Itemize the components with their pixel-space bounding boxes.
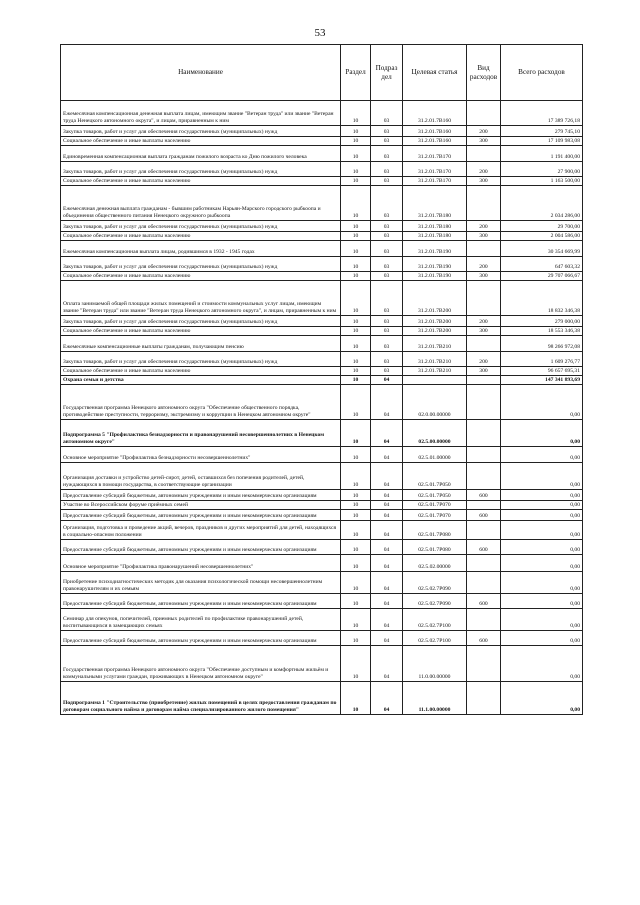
row-kind bbox=[467, 241, 501, 257]
row-subsection: 03 bbox=[371, 162, 403, 177]
header-subsection: Подраз дел bbox=[371, 45, 403, 101]
row-name: Социальное обеспечение и иные выплаты населению bbox=[61, 137, 341, 146]
row-kind: 600 bbox=[467, 490, 501, 501]
row-section: 10 bbox=[341, 555, 371, 572]
row-section: 10 bbox=[341, 316, 371, 327]
row-name: Предоставление субсидий бюджетным, автономным учреждениям и иным некоммерческим организациям bbox=[61, 631, 341, 646]
row-target: 02.5.00.00000 bbox=[403, 420, 467, 447]
row-total: 0,00 bbox=[501, 682, 583, 715]
row-subsection: 03 bbox=[371, 101, 403, 126]
row-subsection: 04 bbox=[371, 385, 403, 420]
table-row bbox=[61, 257, 583, 272]
row-subsection: 04 bbox=[371, 376, 403, 385]
row-target: 31.2.01.7В160 bbox=[403, 126, 467, 137]
row-kind: 600 bbox=[467, 631, 501, 646]
header-target: Целевая статья bbox=[403, 45, 467, 101]
row-subsection: 03 bbox=[371, 352, 403, 367]
row-target: 31.2.01.7В170 bbox=[403, 177, 467, 186]
row-subsection: 04 bbox=[371, 646, 403, 682]
row-subsection: 03 bbox=[371, 232, 403, 241]
row-section: 10 bbox=[341, 101, 371, 126]
table-row bbox=[61, 367, 583, 376]
row-kind bbox=[467, 609, 501, 631]
row-kind: 300 bbox=[467, 272, 501, 281]
row-kind bbox=[467, 101, 501, 126]
row-target: 31.2.01.7В170 bbox=[403, 146, 467, 162]
row-subsection: 04 bbox=[371, 521, 403, 540]
row-subsection: 04 bbox=[371, 463, 403, 490]
row-name: Семинар для опекунов, попечителей, приемных родителей по профилактике правонарушений детей, воспитывающихся в замещающих семьях bbox=[61, 609, 341, 631]
row-section: 10 bbox=[341, 594, 371, 609]
table-row bbox=[61, 385, 583, 420]
table-row bbox=[61, 682, 583, 715]
row-section: 10 bbox=[341, 352, 371, 367]
table-row bbox=[61, 463, 583, 490]
row-section: 10 bbox=[341, 272, 371, 281]
row-kind: 200 bbox=[467, 352, 501, 367]
table-row bbox=[61, 186, 583, 221]
row-target: 31.2.01.7В190 bbox=[403, 257, 467, 272]
row-total: 0,00 bbox=[501, 420, 583, 447]
row-total: 27 900,00 bbox=[501, 162, 583, 177]
row-target: 31.2.01.7В180 bbox=[403, 232, 467, 241]
row-name: Социальное обеспечение и иные выплаты населению bbox=[61, 367, 341, 376]
row-name: Социальное обеспечение и иные выплаты населению bbox=[61, 272, 341, 281]
row-target: 31.2.01.7В200 bbox=[403, 327, 467, 336]
row-kind bbox=[467, 336, 501, 352]
row-target: 31.2.01.7В210 bbox=[403, 336, 467, 352]
row-kind: 300 bbox=[467, 137, 501, 146]
row-kind bbox=[467, 447, 501, 463]
row-kind bbox=[467, 682, 501, 715]
row-subsection: 03 bbox=[371, 137, 403, 146]
row-section: 10 bbox=[341, 221, 371, 232]
table-row bbox=[61, 352, 583, 367]
row-kind: 300 bbox=[467, 327, 501, 336]
row-target: 02.5.01.7Р070 bbox=[403, 510, 467, 521]
row-subsection: 03 bbox=[371, 221, 403, 232]
row-total: 0,00 bbox=[501, 490, 583, 501]
row-total: 0,00 bbox=[501, 447, 583, 463]
row-name: Ежемесячные компенсационные выплаты гражданам, получающим пенсию bbox=[61, 336, 341, 352]
table-header-row bbox=[61, 45, 583, 101]
row-subsection: 03 bbox=[371, 367, 403, 376]
table-row bbox=[61, 241, 583, 257]
row-target: 02.0.00.00000 bbox=[403, 385, 467, 420]
row-section: 10 bbox=[341, 186, 371, 221]
row-section: 10 bbox=[341, 162, 371, 177]
row-name: Организация доставки и устройство детей-сирот, детей, оставшихся без попечения родителей, детей, нуждающихся в помощи государства, в соответствующие организации bbox=[61, 463, 341, 490]
row-subsection: 04 bbox=[371, 572, 403, 594]
row-section: 10 bbox=[341, 241, 371, 257]
row-target: 31.2.01.7В170 bbox=[403, 162, 467, 177]
row-total: 29 707 066,67 bbox=[501, 272, 583, 281]
table-row bbox=[61, 540, 583, 555]
table-row bbox=[61, 137, 583, 146]
row-kind bbox=[467, 420, 501, 447]
row-name: Предоставление субсидий бюджетным, автономным учреждениям и иным некоммерческим организациям bbox=[61, 540, 341, 555]
row-subsection: 04 bbox=[371, 501, 403, 510]
row-name: Основное мероприятие "Профилактика безнадзорности несовершеннолетних" bbox=[61, 447, 341, 463]
row-total: 1 191 400,00 bbox=[501, 146, 583, 162]
row-name: Государственная программа Ненецкого автономного округа "Обеспечение общественного порядка, противодействие преступности, терроризму, экстремизму и коррупции в Ненецком автономном округе" bbox=[61, 385, 341, 420]
table-row bbox=[61, 376, 583, 385]
row-kind bbox=[467, 146, 501, 162]
budget-table bbox=[60, 44, 583, 715]
row-kind: 200 bbox=[467, 221, 501, 232]
row-name: Ежемесячная денежная выплата гражданам - бывшим работникам Нарьян-Марского городского рыбкоопа и объединения общественного питания Ненецкого окружного рыбкоопа bbox=[61, 186, 341, 221]
row-subsection: 03 bbox=[371, 186, 403, 221]
row-total: 647 603,32 bbox=[501, 257, 583, 272]
row-kind bbox=[467, 281, 501, 316]
row-target: 02.5.02.00000 bbox=[403, 555, 467, 572]
table-row bbox=[61, 646, 583, 682]
table-row bbox=[61, 447, 583, 463]
row-total: 0,00 bbox=[501, 540, 583, 555]
row-total: 18 553 346,38 bbox=[501, 327, 583, 336]
row-total: 0,00 bbox=[501, 521, 583, 540]
table-row bbox=[61, 336, 583, 352]
row-target: 31.2.01.7В200 bbox=[403, 316, 467, 327]
row-name: Предоставление субсидий бюджетным, автономным учреждениям и иным некоммерческим организациям bbox=[61, 490, 341, 501]
row-name: Ежемесячная компенсационная денежная выплата лицам, имеющим звание "Ветеран труда" или звание "Ветеран труда Ненецкого автономного округа", и лицам, приравненным к ним bbox=[61, 101, 341, 126]
row-kind bbox=[467, 646, 501, 682]
row-total: 1 609 276,77 bbox=[501, 352, 583, 367]
row-subsection: 03 bbox=[371, 257, 403, 272]
row-name: Закупка товаров, работ и услуг для обеспечения государственных (муниципальных) нужд bbox=[61, 126, 341, 137]
row-section: 10 bbox=[341, 490, 371, 501]
header-kind: Вид расходов bbox=[467, 45, 501, 101]
row-name: Закупка товаров, работ и услуг для обеспечения государственных (муниципальных) нужд bbox=[61, 257, 341, 272]
row-section: 10 bbox=[341, 327, 371, 336]
row-section: 10 bbox=[341, 137, 371, 146]
row-name: Закупка товаров, работ и услуг для обеспечения государственных (муниципальных) нужд bbox=[61, 221, 341, 232]
row-subsection: 03 bbox=[371, 241, 403, 257]
row-subsection: 04 bbox=[371, 510, 403, 521]
row-target: 02.5.01.7Р050 bbox=[403, 463, 467, 490]
row-section: 10 bbox=[341, 232, 371, 241]
row-subsection: 03 bbox=[371, 272, 403, 281]
row-kind: 300 bbox=[467, 232, 501, 241]
row-target: 31.2.01.7В160 bbox=[403, 137, 467, 146]
row-total: 30 354 669,99 bbox=[501, 241, 583, 257]
table-row bbox=[61, 221, 583, 232]
row-target: 31.2.01.7В190 bbox=[403, 272, 467, 281]
row-kind bbox=[467, 501, 501, 510]
table-row bbox=[61, 327, 583, 336]
row-subsection: 04 bbox=[371, 555, 403, 572]
row-section: 10 bbox=[341, 609, 371, 631]
table-row bbox=[61, 146, 583, 162]
row-total: 279 000,00 bbox=[501, 316, 583, 327]
row-name: Ежемесячная компенсационная выплата лицам, родившимся в 1932 - 1945 годах bbox=[61, 241, 341, 257]
row-name: Приобретение психодиагностических методик для оказания психологической помощи несовершеннолетним правонарушителям и их семьям bbox=[61, 572, 341, 594]
row-section: 10 bbox=[341, 376, 371, 385]
table-row bbox=[61, 316, 583, 327]
row-subsection: 03 bbox=[371, 281, 403, 316]
row-total: 1 163 500,00 bbox=[501, 177, 583, 186]
row-section: 10 bbox=[341, 521, 371, 540]
row-total: 0,00 bbox=[501, 609, 583, 631]
row-subsection: 03 bbox=[371, 177, 403, 186]
row-subsection: 04 bbox=[371, 682, 403, 715]
header-name: Наименование bbox=[61, 45, 341, 101]
row-target: 31.2.01.7В190 bbox=[403, 241, 467, 257]
row-subsection: 03 bbox=[371, 316, 403, 327]
row-target bbox=[403, 376, 467, 385]
row-name: Участие во Всероссийском форуме приёмных семей bbox=[61, 501, 341, 510]
row-target: 31.2.01.7В210 bbox=[403, 367, 467, 376]
row-kind: 300 bbox=[467, 177, 501, 186]
row-section: 10 bbox=[341, 126, 371, 137]
row-total: 98 266 972,08 bbox=[501, 336, 583, 352]
row-section: 10 bbox=[341, 631, 371, 646]
row-total: 0,00 bbox=[501, 555, 583, 572]
table-row bbox=[61, 232, 583, 241]
header-total: Всего расходов bbox=[501, 45, 583, 101]
row-kind: 200 bbox=[467, 257, 501, 272]
row-total: 2 034 286,00 bbox=[501, 186, 583, 221]
row-total: 147 341 893,69 bbox=[501, 376, 583, 385]
row-kind: 200 bbox=[467, 126, 501, 137]
row-target: 02.5.01.00000 bbox=[403, 447, 467, 463]
table-row bbox=[61, 572, 583, 594]
table-row bbox=[61, 631, 583, 646]
row-section: 10 bbox=[341, 510, 371, 521]
table-row bbox=[61, 281, 583, 316]
row-section: 10 bbox=[341, 682, 371, 715]
row-total: 17 109 983,08 bbox=[501, 137, 583, 146]
row-total: 0,00 bbox=[501, 594, 583, 609]
row-section: 10 bbox=[341, 540, 371, 555]
row-section: 10 bbox=[341, 336, 371, 352]
row-name: Предоставление субсидий бюджетным, автономным учреждениям и иным некоммерческим организациям bbox=[61, 510, 341, 521]
page-number: 53 bbox=[314, 27, 326, 39]
row-subsection: 03 bbox=[371, 336, 403, 352]
row-name: Социальное обеспечение и иные выплаты населению bbox=[61, 327, 341, 336]
row-subsection: 03 bbox=[371, 327, 403, 336]
table-row bbox=[61, 594, 583, 609]
row-total: 17 389 726,18 bbox=[501, 101, 583, 126]
row-target: 02.5.01.7Р050 bbox=[403, 490, 467, 501]
row-section: 10 bbox=[341, 367, 371, 376]
table-row bbox=[61, 501, 583, 510]
row-section: 10 bbox=[341, 501, 371, 510]
row-kind: 300 bbox=[467, 367, 501, 376]
row-subsection: 04 bbox=[371, 447, 403, 463]
row-name: Подпрограмма 5 "Профилактика безнадзорности и правонарушений несовершеннолетних в Ненецком автономном округе" bbox=[61, 420, 341, 447]
row-target: 02.5.02.7Р090 bbox=[403, 572, 467, 594]
row-subsection: 03 bbox=[371, 146, 403, 162]
row-kind: 200 bbox=[467, 316, 501, 327]
row-name: Основное мероприятие "Профилактика правонарушений несовершеннолетних" bbox=[61, 555, 341, 572]
row-target: 02.5.01.7Р080 bbox=[403, 521, 467, 540]
row-section: 10 bbox=[341, 572, 371, 594]
row-target: 31.2.01.7В200 bbox=[403, 281, 467, 316]
row-total: 29 700,00 bbox=[501, 221, 583, 232]
row-subsection: 04 bbox=[371, 540, 403, 555]
row-total: 0,00 bbox=[501, 572, 583, 594]
row-total: 0,00 bbox=[501, 501, 583, 510]
row-section: 10 bbox=[341, 177, 371, 186]
row-kind: 600 bbox=[467, 540, 501, 555]
table-row bbox=[61, 162, 583, 177]
row-kind bbox=[467, 521, 501, 540]
row-section: 10 bbox=[341, 447, 371, 463]
table-row bbox=[61, 101, 583, 126]
row-target: 31.2.01.7В210 bbox=[403, 352, 467, 367]
row-total: 0,00 bbox=[501, 646, 583, 682]
row-kind: 200 bbox=[467, 162, 501, 177]
row-name: Закупка товаров, работ и услуг для обеспечения государственных (муниципальных) нужд bbox=[61, 162, 341, 177]
row-name: Подпрограмма 1 "Строительство (приобретение) жилых помещений в целях предоставления гражданам по договорам социального найма и договорам найма специализированного жилого помещения" bbox=[61, 682, 341, 715]
row-subsection: 04 bbox=[371, 490, 403, 501]
row-subsection: 04 bbox=[371, 594, 403, 609]
table-row bbox=[61, 555, 583, 572]
row-kind bbox=[467, 555, 501, 572]
row-section: 10 bbox=[341, 281, 371, 316]
row-total: 18 832 346,38 bbox=[501, 281, 583, 316]
table-row bbox=[61, 609, 583, 631]
row-kind bbox=[467, 385, 501, 420]
row-subsection: 04 bbox=[371, 420, 403, 447]
row-total: 2 004 586,00 bbox=[501, 232, 583, 241]
row-name: Государственная программа Ненецкого автономного округа "Обеспечение доступным и комфортным жильём и коммунальными услугами граждан, проживающих в Ненецком автономном округе" bbox=[61, 646, 341, 682]
row-section: 10 bbox=[341, 463, 371, 490]
row-section: 10 bbox=[341, 385, 371, 420]
table-row bbox=[61, 177, 583, 186]
table-row bbox=[61, 510, 583, 521]
row-target: 11.1.00.00000 bbox=[403, 682, 467, 715]
table-row bbox=[61, 521, 583, 540]
row-target: 02.5.02.7Р090 bbox=[403, 594, 467, 609]
row-total: 0,00 bbox=[501, 510, 583, 521]
row-kind bbox=[467, 186, 501, 221]
row-kind bbox=[467, 572, 501, 594]
row-subsection: 03 bbox=[371, 126, 403, 137]
row-total: 0,00 bbox=[501, 631, 583, 646]
table-row bbox=[61, 126, 583, 137]
row-target: 02.5.02.7Р100 bbox=[403, 609, 467, 631]
row-kind: 600 bbox=[467, 510, 501, 521]
row-name: Оплата занимаемой общей площади жилых помещений и стоимости коммунальных услуг лицам, имеющим звание "Ветеран труда" или звание "Ветеран труда Ненецкого автономного округа", и лицам, приравненным к ним bbox=[61, 281, 341, 316]
row-target: 31.2.01.7В180 bbox=[403, 221, 467, 232]
row-target: 31.2.01.7В180 bbox=[403, 186, 467, 221]
table-row bbox=[61, 490, 583, 501]
table-row bbox=[61, 272, 583, 281]
row-target: 31.2.01.7В160 bbox=[403, 101, 467, 126]
row-target: 02.5.02.7Р100 bbox=[403, 631, 467, 646]
row-target: 02.5.01.7Р070 bbox=[403, 501, 467, 510]
row-subsection: 04 bbox=[371, 631, 403, 646]
row-name: Единовременная компенсационная выплата гражданам пожилого возраста ко Дню пожилого человека bbox=[61, 146, 341, 162]
row-kind: 600 bbox=[467, 594, 501, 609]
row-name: Предоставление субсидий бюджетным, автономным учреждениям и иным некоммерческим организациям bbox=[61, 594, 341, 609]
row-name: Организация, подготовка и проведение акций, вечеров, праздников и других мероприятий для детей, находящихся в социально-опасном положении bbox=[61, 521, 341, 540]
row-name: Закупка товаров, работ и услуг для обеспечения государственных (муниципальных) нужд bbox=[61, 316, 341, 327]
row-section: 10 bbox=[341, 257, 371, 272]
row-name: Закупка товаров, работ и услуг для обеспечения государственных (муниципальных) нужд bbox=[61, 352, 341, 367]
row-total: 96 657 695,31 bbox=[501, 367, 583, 376]
header-section: Раздел bbox=[341, 45, 371, 101]
row-section: 10 bbox=[341, 646, 371, 682]
row-name: Социальное обеспечение и иные выплаты населению bbox=[61, 232, 341, 241]
row-section: 10 bbox=[341, 146, 371, 162]
row-name: Охрана семьи и детства bbox=[61, 376, 341, 385]
row-kind bbox=[467, 463, 501, 490]
row-kind bbox=[467, 376, 501, 385]
row-total: 0,00 bbox=[501, 463, 583, 490]
row-name: Социальное обеспечение и иные выплаты населению bbox=[61, 177, 341, 186]
table-body bbox=[61, 101, 583, 715]
row-target: 11.0.00.00000 bbox=[403, 646, 467, 682]
row-section: 10 bbox=[341, 420, 371, 447]
row-total: 0,00 bbox=[501, 385, 583, 420]
row-subsection: 04 bbox=[371, 609, 403, 631]
row-total: 279 745,10 bbox=[501, 126, 583, 137]
table-row bbox=[61, 420, 583, 447]
row-target: 02.5.01.7Р080 bbox=[403, 540, 467, 555]
